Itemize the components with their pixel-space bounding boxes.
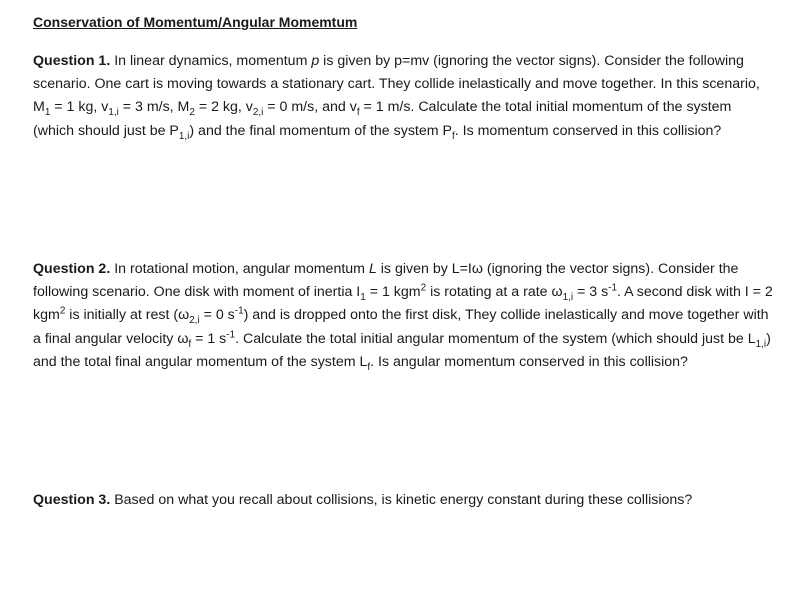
subscript: 1 (44, 107, 51, 119)
subscript: 2,i (252, 107, 264, 119)
question-2-text: = 1 kgm (365, 284, 421, 301)
subscript: f (451, 130, 455, 142)
momentum-symbol: p (311, 53, 320, 69)
subscript: 2,i (189, 315, 200, 327)
superscript: -1 (608, 282, 618, 294)
question-1-text: In linear dynamics, momentum (110, 53, 312, 69)
subscript: 1,i (755, 338, 767, 350)
subscript: f (367, 361, 371, 373)
question-2-text: ) and the total final angular momentum of the system L (33, 330, 771, 370)
question-2-text: = 1 s (191, 330, 227, 347)
question-1-text: = 1 m/s. Calculate the total initial momentum of the system (which should just be P (33, 99, 732, 139)
question-1-text: . Is momentum conserved in this collision? (454, 122, 722, 139)
subscript: 2 (189, 107, 195, 119)
question-1-text: = 1 kg, v (50, 99, 109, 116)
question-3-text: Based on what you recall about collisions, is kinetic energy constant during these collisions? (110, 492, 693, 508)
question-2-text: . Is angular momentum conserved in this collision? (370, 353, 688, 370)
question-1 (33, 50, 773, 143)
question-2 (33, 258, 773, 374)
superscript: 2 (420, 282, 427, 294)
question-2-label: Question 2. (33, 261, 111, 277)
question-2-text: . A second disk with I = 2 kgm (33, 284, 773, 324)
question-2-text: . Calculate the total initial angular momentum of the system (which should just be L (235, 330, 756, 347)
question-2-text: is rotating at a rate ω (426, 284, 563, 301)
question-2-text: In rotational motion, angular momentum (110, 261, 369, 277)
question-1-text: ) and the final momentum of the system P (189, 122, 452, 139)
question-1-label: Question 1. (33, 53, 111, 69)
superscript: -1 (226, 328, 236, 340)
question-1-text: is given by p=mv (ignoring the vector signs). Consider the following scenario. One cart is moving towards a stationary cart. They collide inelastically and move together. In this scenario, M (33, 53, 760, 116)
angular-momentum-symbol: L (368, 261, 377, 277)
subscript: f (188, 338, 192, 350)
question-2-text: = 3 s (573, 284, 609, 301)
question-2-text: = 0 s (199, 307, 235, 324)
question-2-text: ) and is dropped onto the first disk, They collide inelastically and move together with a final angular velocity ω (33, 307, 769, 347)
subscript: 1 (360, 292, 366, 304)
superscript: -1 (234, 305, 244, 317)
question-3 (33, 489, 773, 512)
document-title: Conservation of Momentum/Angular Momemtum (33, 14, 358, 30)
subscript: f (356, 107, 360, 119)
question-2-text: is given by L=Iω (ignoring the vector signs). Consider the following scenario. One disk with moment of inertia I (33, 261, 739, 301)
subscript: 1,i (178, 130, 190, 142)
question-1-text: = 0 m/s, and v (263, 99, 357, 116)
question-3-label: Question 3. (33, 492, 111, 508)
superscript: 2 (59, 305, 66, 317)
subscript: 1,i (108, 107, 119, 119)
question-2-text: is initially at rest (ω (65, 307, 190, 324)
subscript: 1,i (562, 292, 574, 304)
question-1-text: = 2 kg, v (194, 99, 253, 116)
question-1-text: = 3 m/s, M (118, 99, 190, 116)
